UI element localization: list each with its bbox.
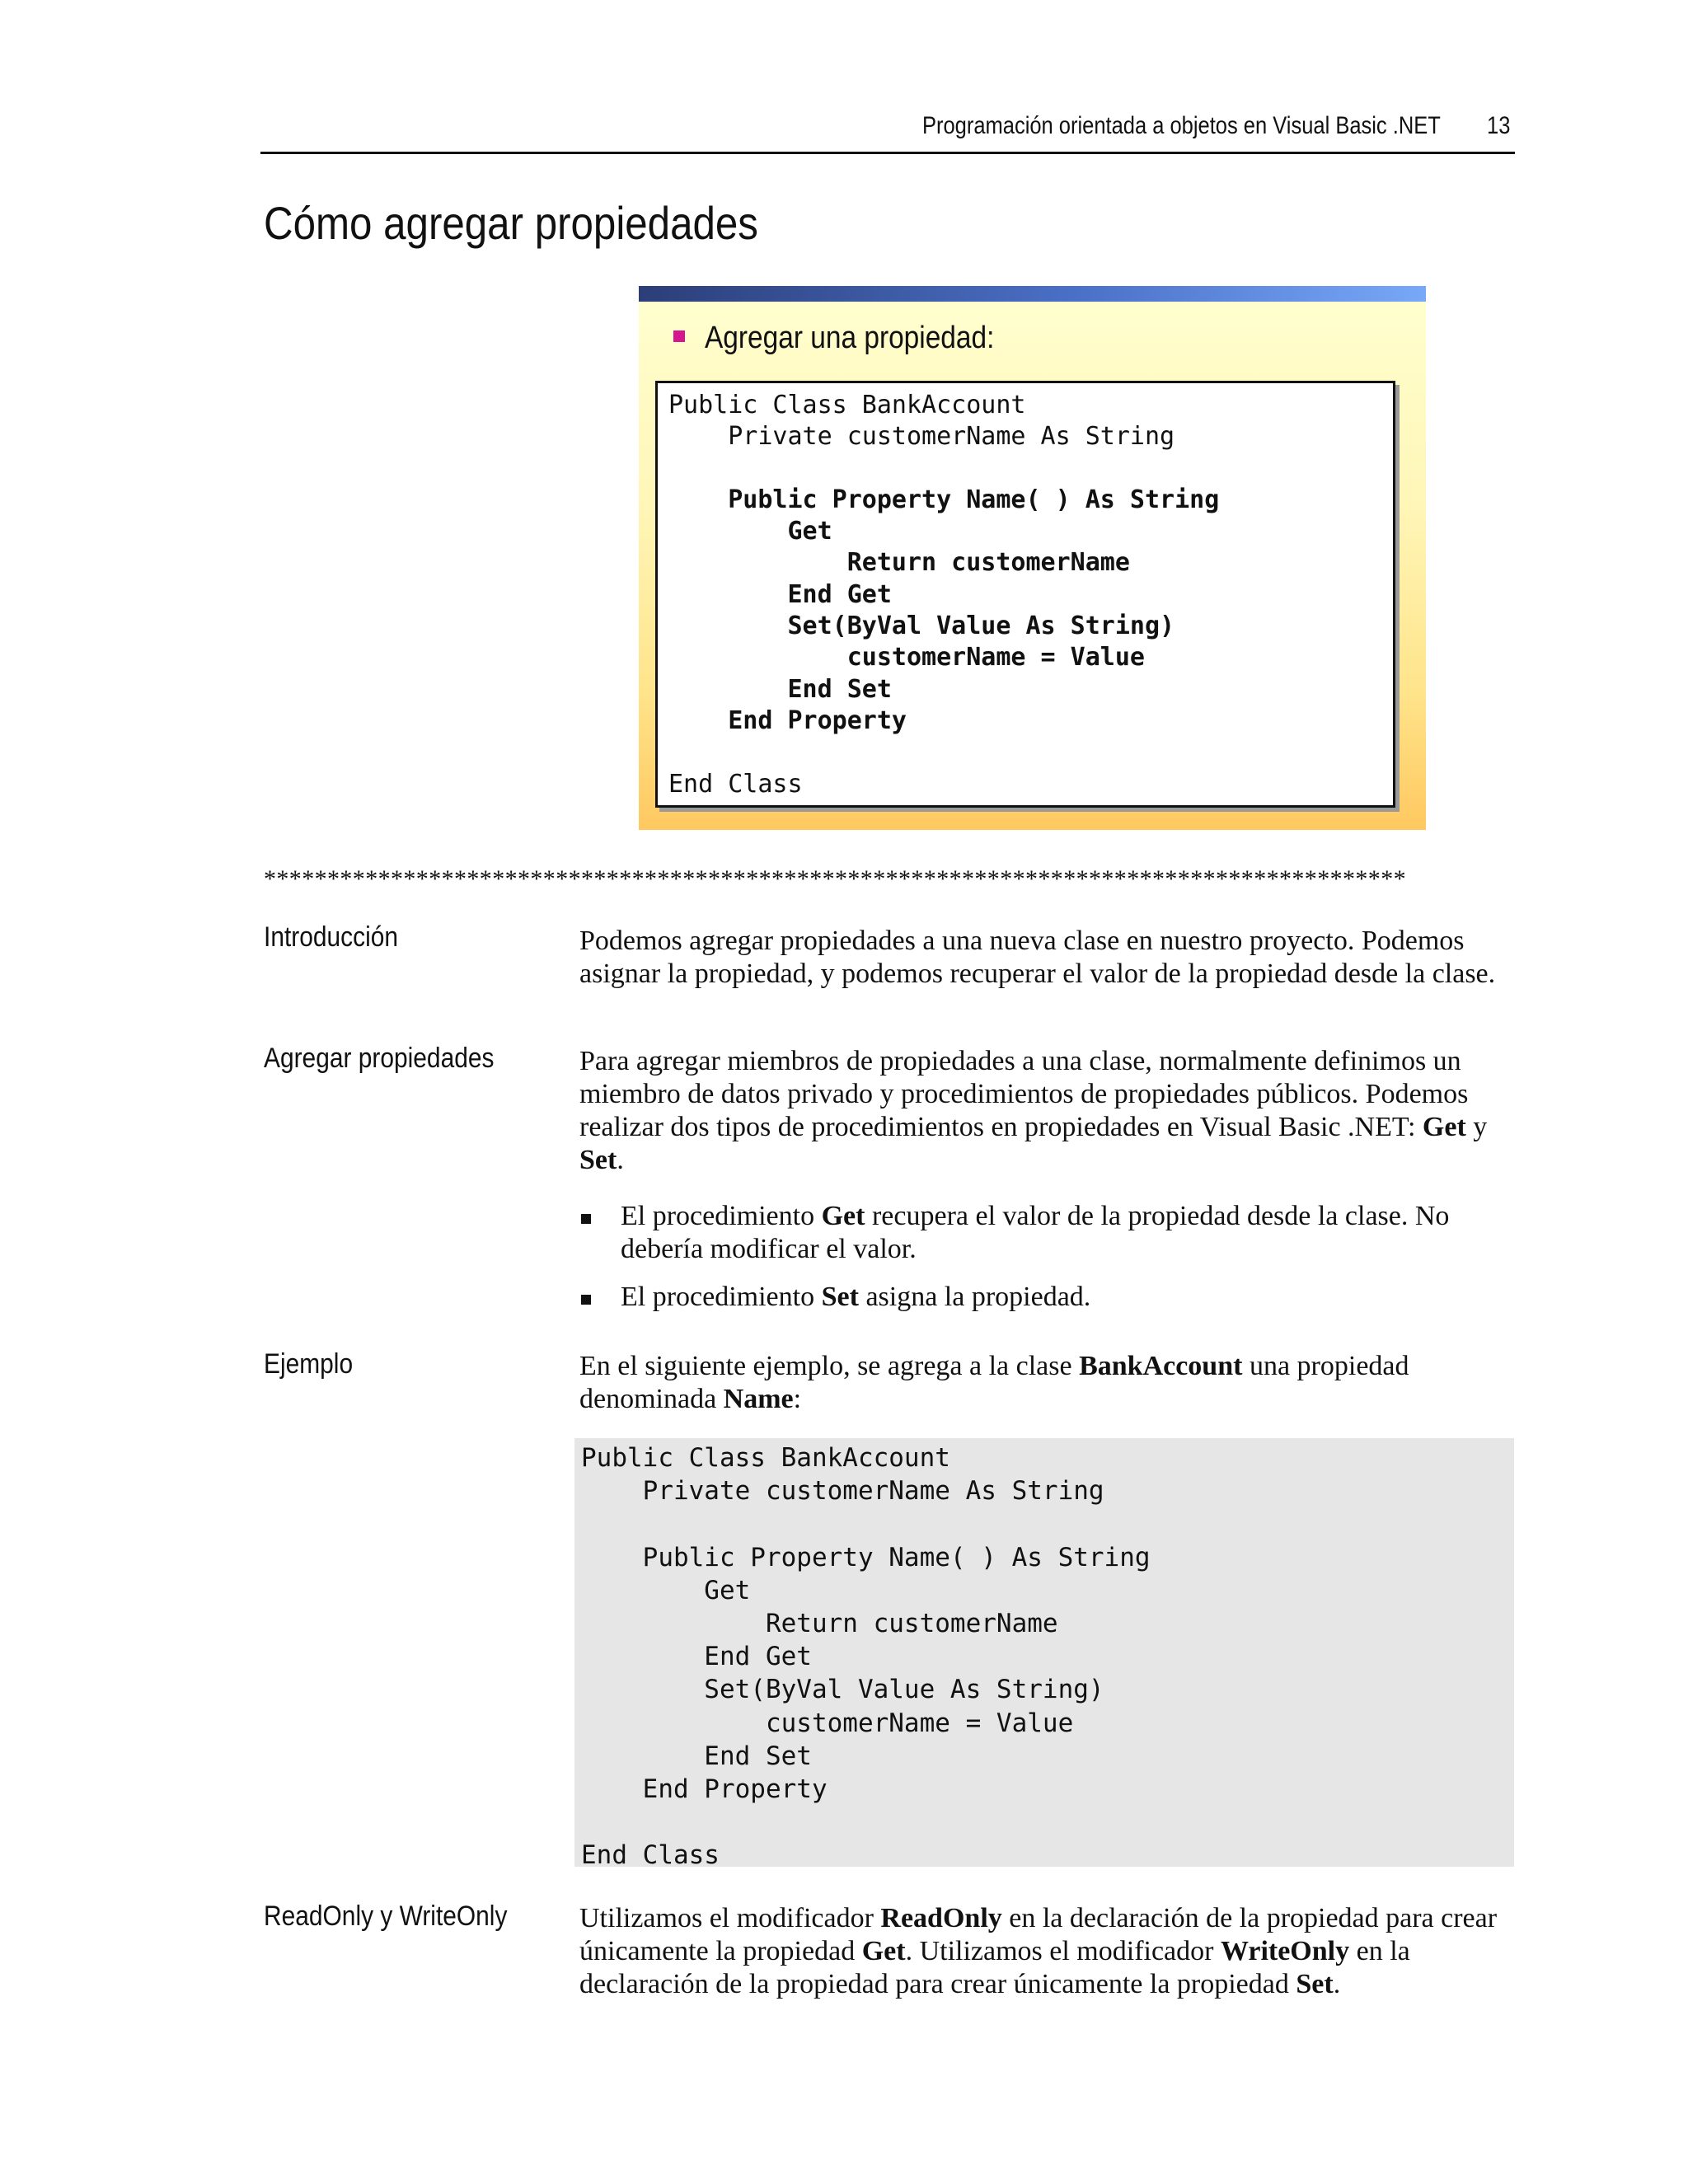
page-number: 13 (1486, 112, 1510, 139)
text-run-bold: Get (861, 1936, 906, 1966)
separator-line: ****************************************************************************************** (264, 865, 1406, 893)
text-run: Para agregar miembros de propiedades a una clase, normalmente definimos un miembro de datos privado y procedimientos de propiedades públicos. Podemos realizar dos tipos de procedimientos en propiedades en Visual Basic .NET: (579, 1046, 1469, 1142)
bullet-square-icon (581, 1214, 591, 1224)
section-text-readonly (579, 1902, 1515, 2001)
text-run: En el siguiente ejemplo, se agrega a la clase (579, 1351, 1080, 1381)
code-line: End Set (668, 674, 892, 704)
code-line: End Get (668, 579, 892, 609)
section-text-intro: Podemos agregar propiedades a una nueva clase en nuestro proyecto. Podemos asignar la propiedad, y podemos recuperar el valor de la propiedad desde la clase. (579, 926, 1496, 989)
text-run: . (1333, 1969, 1341, 1999)
code-line: Set(ByVal Value As String) (668, 612, 1175, 641)
text-run: : (793, 1384, 802, 1414)
section-text-example (579, 1350, 1515, 1416)
header-title: Programación orientada a objetos en Visual Basic .NET (922, 112, 1441, 139)
text-run-bold: WriteOnly (1220, 1936, 1350, 1966)
text-run: Utilizamos el modificador (579, 1903, 881, 1933)
slide-bullet-text: Agregar una propiedad: (705, 321, 995, 355)
list-item (579, 1200, 1515, 1266)
section-label-intro: Introducción (264, 921, 399, 953)
text-run: una propiedad denominada (579, 1351, 1409, 1414)
section-label-readonly: ReadOnly y WriteOnly (264, 1900, 508, 1932)
code-line: customerName = Value (668, 643, 1145, 673)
text-run: recupera el valor de la propiedad desde la clase. No debería modificar el valor. (621, 1201, 1450, 1264)
code-line: Return customerName (668, 548, 1130, 578)
text-run: El procedimiento (621, 1282, 822, 1312)
bullet-square-icon (581, 1295, 591, 1305)
slide-bullet (673, 321, 1034, 356)
text-run: en la declaración de la propiedad para crear únicamente la propiedad (579, 1936, 1410, 1999)
list-item-text (621, 1200, 1515, 1266)
page-header (260, 107, 1515, 154)
text-run: y (1465, 1112, 1488, 1142)
text-run-bold: Set (579, 1145, 617, 1175)
example-code-block (574, 1438, 1514, 1871)
bullet-square-icon (673, 330, 685, 342)
code-line: End Class (668, 769, 803, 799)
text-run: . (617, 1145, 624, 1175)
section-label-example: Ejemplo (264, 1348, 354, 1380)
slide-title-bar (639, 286, 1426, 302)
text-run-bold: ReadOnly (880, 1903, 1002, 1933)
code-line: End Property (668, 705, 907, 735)
section-text-add (579, 1045, 1515, 1177)
text-run-bold: Get (821, 1201, 865, 1231)
text-run: asigna la propiedad. (858, 1282, 1091, 1312)
code-line: Public Property Name( ) As String (668, 485, 1220, 514)
code-line: Public Class BankAccount (668, 391, 1026, 419)
text-run-bold: Set (821, 1282, 859, 1312)
text-run-bold: Get (1422, 1112, 1466, 1142)
list-item (579, 1281, 1515, 1314)
text-run-bold: BankAccount (1079, 1351, 1243, 1381)
list-item-text (621, 1281, 1515, 1314)
slide-code (668, 390, 1219, 800)
text-run-bold: Set (1296, 1969, 1334, 1999)
slide-panel (639, 286, 1426, 830)
example-code: Public Class BankAccount Private customerName As String Public Property Name( ) As String Get Return customerName End Get Set(ByVal Value As String) customerName = Value End Set End Property End Class (581, 1443, 1151, 1871)
slide-code-box (655, 381, 1395, 808)
page-title: Cómo agregar propiedades (264, 197, 758, 249)
text-run: . Utilizamos el modificador (905, 1936, 1221, 1966)
text-run-bold: Name (723, 1384, 794, 1414)
code-line: Get (668, 517, 832, 546)
section-label-add: Agregar propiedades (264, 1043, 495, 1074)
text-run: El procedimiento (621, 1201, 822, 1231)
text-run: en la declaración de la propiedad para crear únicamente la propiedad (579, 1903, 1498, 1966)
code-line: Private customerName As String (668, 422, 1175, 452)
